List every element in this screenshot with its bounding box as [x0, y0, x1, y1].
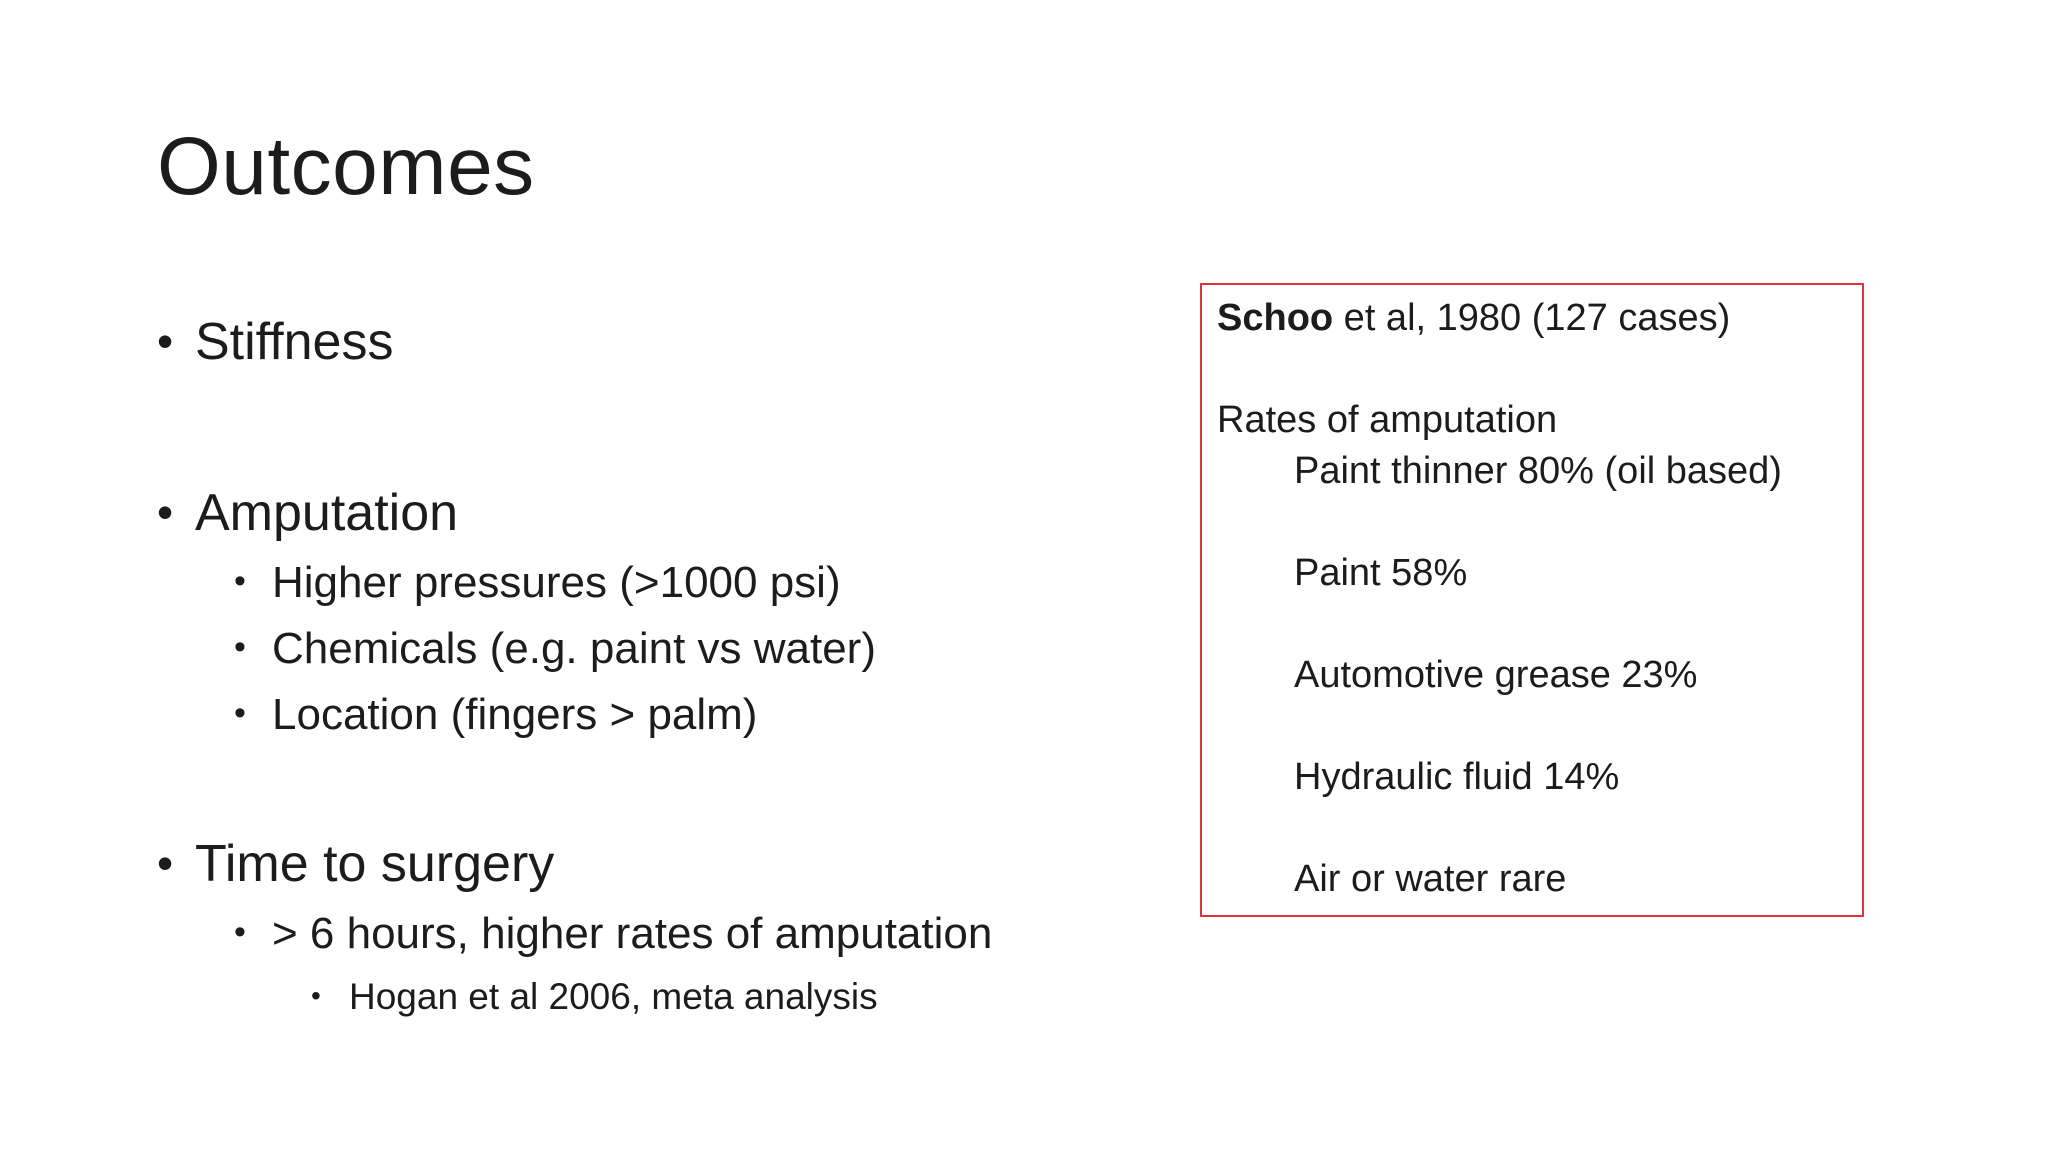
citation-details: et al, 1980 (127 cases) [1333, 297, 1731, 339]
bullet-dot: • [234, 628, 246, 666]
bullet-dot: • [157, 837, 174, 889]
bullet-dot: • [234, 694, 246, 732]
bullet-dot: • [157, 486, 174, 538]
bullet-dot: • [311, 980, 321, 1011]
bullet-text: Hogan et al 2006, meta analysis [349, 976, 878, 1017]
bullet-text: > 6 hours, higher rates of amputation [272, 909, 993, 958]
rate-item: Air or water rare [1294, 858, 1567, 900]
citation-author: Schoo [1217, 297, 1334, 339]
slide-title: Outcomes [157, 121, 535, 212]
bullet-text: Higher pressures (>1000 psi) [272, 558, 841, 607]
citation-line [1217, 297, 1730, 340]
bullet-text: Amputation [195, 484, 459, 542]
bullet-dot: • [157, 315, 174, 367]
bullet-text: Chemicals (e.g. paint vs water) [272, 624, 876, 673]
reference-box [1200, 283, 1864, 917]
rate-item: Paint thinner 80% (oil based) [1294, 450, 1782, 492]
rates-heading: Rates of amputation [1217, 399, 1558, 441]
rate-item: Paint 58% [1294, 552, 1468, 594]
bullet-text: Time to surgery [195, 835, 555, 893]
rate-item: Automotive grease 23% [1294, 654, 1698, 696]
bullet-text: Location (fingers > palm) [272, 690, 758, 739]
bullet-text: Stiffness [195, 313, 394, 371]
bullet-dot: • [234, 562, 246, 600]
rate-item: Hydraulic fluid 14% [1294, 756, 1620, 798]
bullet-dot: • [234, 913, 246, 951]
